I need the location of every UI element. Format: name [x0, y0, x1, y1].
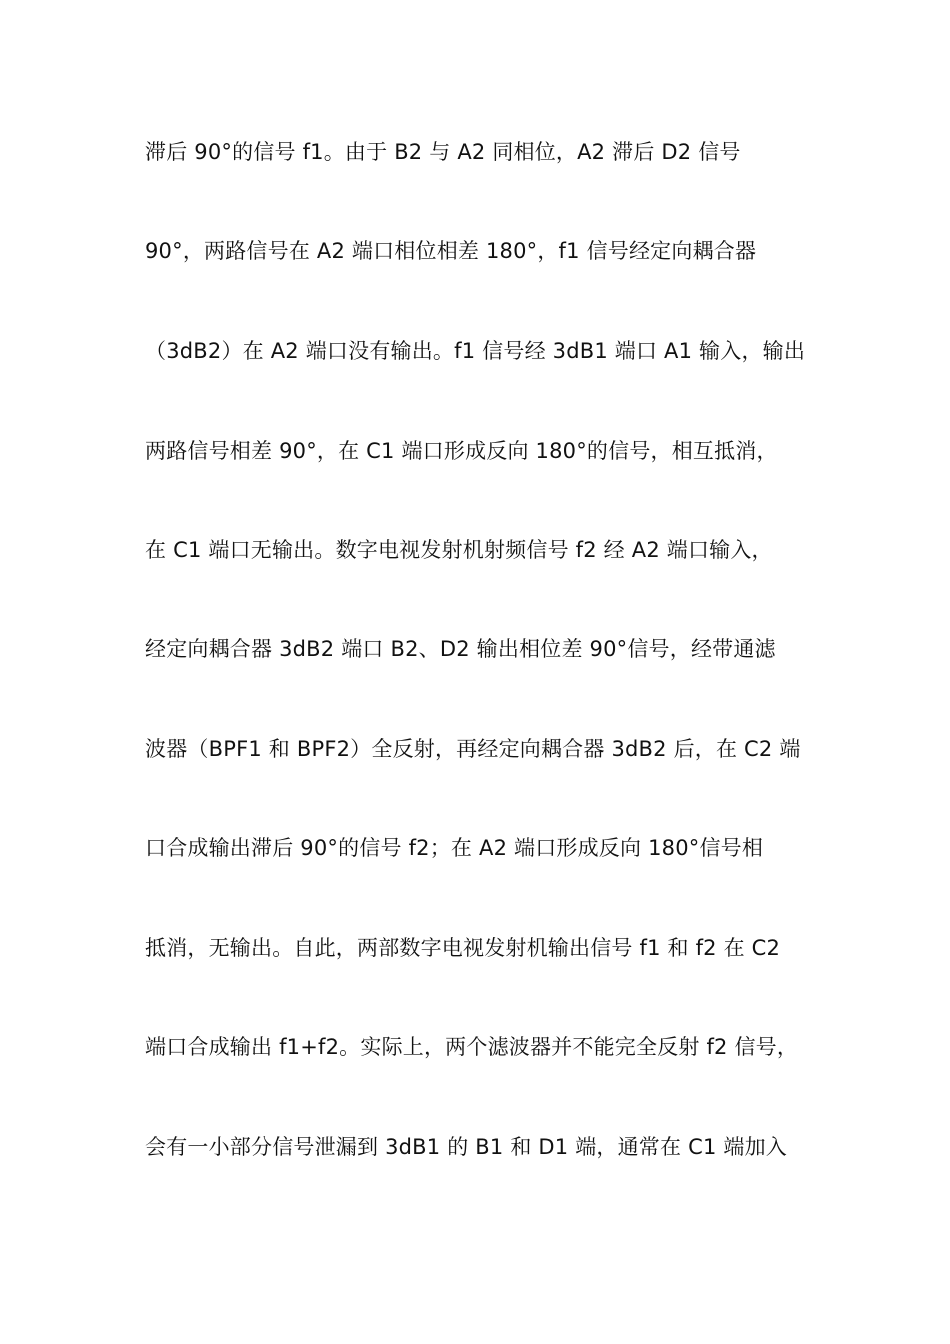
text-line: 经定向耦合器 3dB2 端口 B2、D2 输出相位差 90°信号，经带通滤 — [145, 637, 776, 661]
text-line: 在 C1 端口无输出。数字电视发射机射频信号 f2 经 A2 端口输入， — [145, 538, 773, 562]
text-line: 滞后 90°的信号 f1。由于 B2 与 A2 同相位，A2 滞后 D2 信号 — [145, 140, 741, 164]
text-line: （3dB2）在 A2 端口没有输出。f1 信号经 3dB1 端口 A1 输入，输出 — [145, 339, 806, 363]
text-line: 会有一小部分信号泄漏到 3dB1 的 B1 和 D1 端，通常在 C1 端加入 — [145, 1135, 787, 1159]
text-line: 口合成输出滞后 90°的信号 f2；在 A2 端口形成反向 180°信号相 — [145, 836, 764, 860]
text-line: 两路信号相差 90°，在 C1 端口形成反向 180°的信号，相互抵消， — [145, 439, 778, 463]
text-line: 90°，两路信号在 A2 端口相位相差 180°，f1 信号经定向耦合器 — [145, 239, 757, 263]
text-line: 波器（BPF1 和 BPF2）全反射，再经定向耦合器 3dB2 后，在 C2 端 — [145, 737, 801, 761]
text-line: 端口合成输出 f1+f2。实际上，两个滤波器并不能完全反射 f2 信号， — [145, 1035, 799, 1059]
text-line: 抵消，无输出。自此，两部数字电视发射机输出信号 f1 和 f2 在 C2 — [145, 936, 781, 960]
